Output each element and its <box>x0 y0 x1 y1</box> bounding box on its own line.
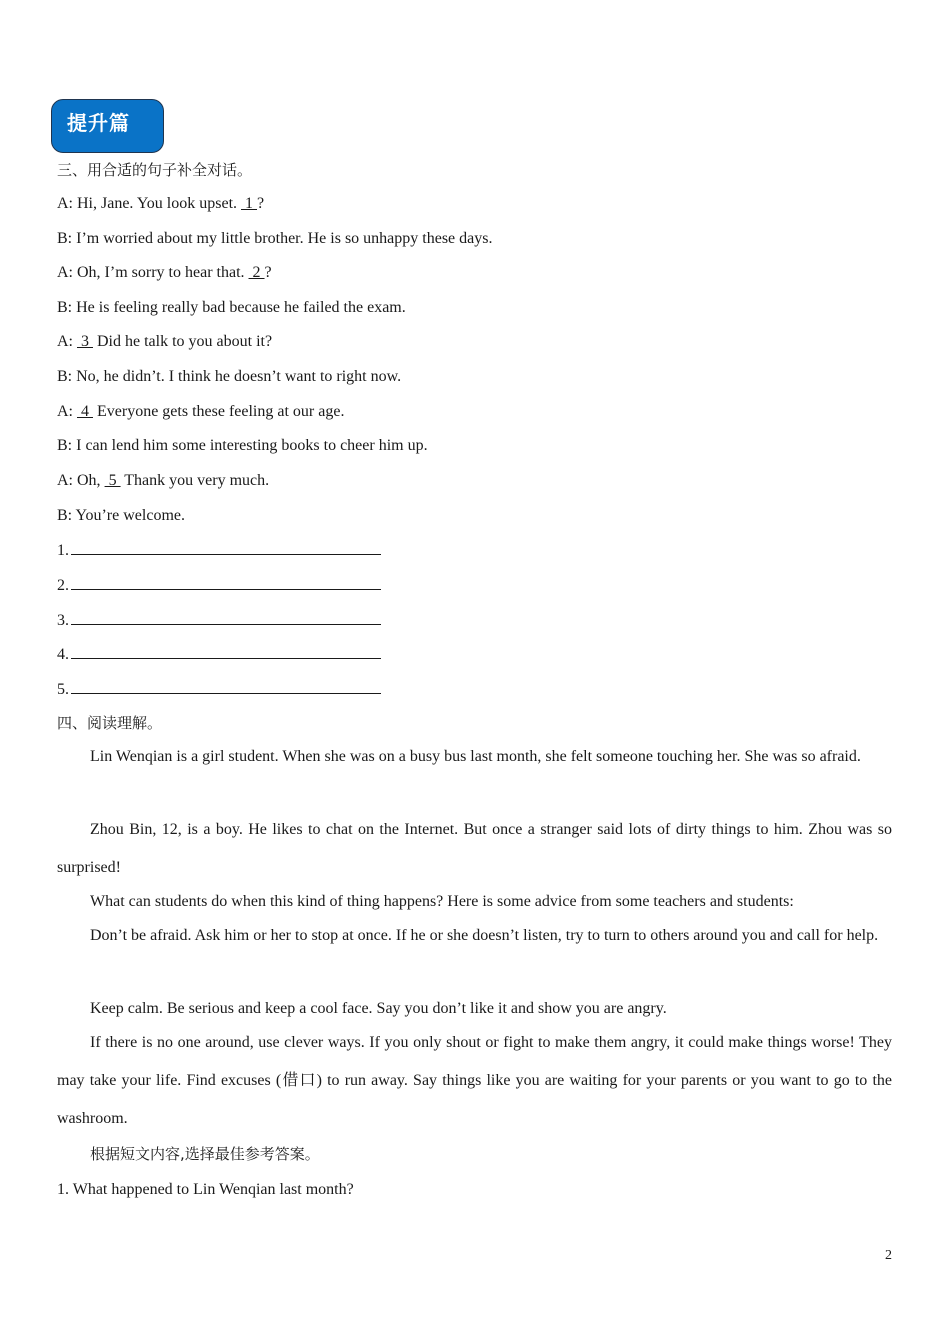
passage-paragraph: Don’t be afraid. Ask him or her to stop at once. If he or she doesn’t listen, try to turn to others around you and call for help. <box>90 927 879 944</box>
section-badge <box>51 99 164 153</box>
dialogue-line: B: No, he didn’t. I think he doesn’t want to right now. <box>57 368 402 385</box>
blank-3: 3 <box>77 333 93 350</box>
part3-heading: 三、用合适的句子补全对话。 <box>57 161 253 179</box>
passage-paragraph: Lin Wenqian is a girl student. When she was on a busy bus last month, she felt someone touching her. She was so afraid. <box>90 748 861 765</box>
dialogue-line: A: 3 Did he talk to you about it? <box>57 333 273 350</box>
dialogue-line: B: I’m worried about my little brother. He is so unhappy these days. <box>57 230 493 247</box>
dialogue-line: A: 4 Everyone gets these feeling at our age. <box>57 403 345 420</box>
dialogue-line: A: Oh, I’m sorry to hear that. 2 ? <box>57 264 272 281</box>
passage-paragraph: What can students do when this kind of thing happens? Here is some advice from some teachers and students: <box>90 893 794 910</box>
answer-line-2[interactable]: 2. <box>57 575 381 596</box>
blank-2: 2 <box>248 264 265 281</box>
blank-4: 4 <box>77 403 93 420</box>
answer-line-3[interactable]: 3. <box>57 610 381 631</box>
section-badge-label: 提升篇 <box>67 111 130 135</box>
blank-1: 1 <box>241 195 258 212</box>
part4-heading: 四、阅读理解。 <box>57 714 163 732</box>
page-number: 2 <box>885 1248 892 1263</box>
blank-5: 5 <box>104 472 121 489</box>
answer-line-4[interactable]: 4. <box>57 644 381 665</box>
passage-paragraph: If there is no one around, use clever ways. If you only shout or fight to make them angry, it could make things worse! They may take your life. Find excuses (借口) to run away. Say things like you are waiting for your parents or you want to go to the washroom. <box>57 1034 892 1127</box>
answer-line-5[interactable]: 5. <box>57 679 381 700</box>
passage-paragraph: Zhou Bin, 12, is a boy. He likes to chat on the Internet. But once a stranger said lots of dirty things to him. Zhou was so surprised! <box>57 821 892 876</box>
answer-line-1[interactable]: 1. <box>57 540 381 561</box>
instruction: 根据短文内容,选择最佳参考答案。 <box>90 1145 320 1163</box>
dialogue-line: A: Oh, 5 Thank you very much. <box>57 472 270 489</box>
dialogue-line: B: He is feeling really bad because he failed the exam. <box>57 299 406 316</box>
question-1: 1. What happened to Lin Wenqian last month? <box>57 1181 354 1198</box>
passage-paragraph: Keep calm. Be serious and keep a cool face. Say you don’t like it and show you are angry. <box>90 1000 667 1017</box>
dialogue-line: B: I can lend him some interesting books to cheer him up. <box>57 437 428 454</box>
dialogue-line: A: Hi, Jane. You look upset. 1 ? <box>57 195 265 212</box>
dialogue-line: B: You’re welcome. <box>57 507 185 524</box>
